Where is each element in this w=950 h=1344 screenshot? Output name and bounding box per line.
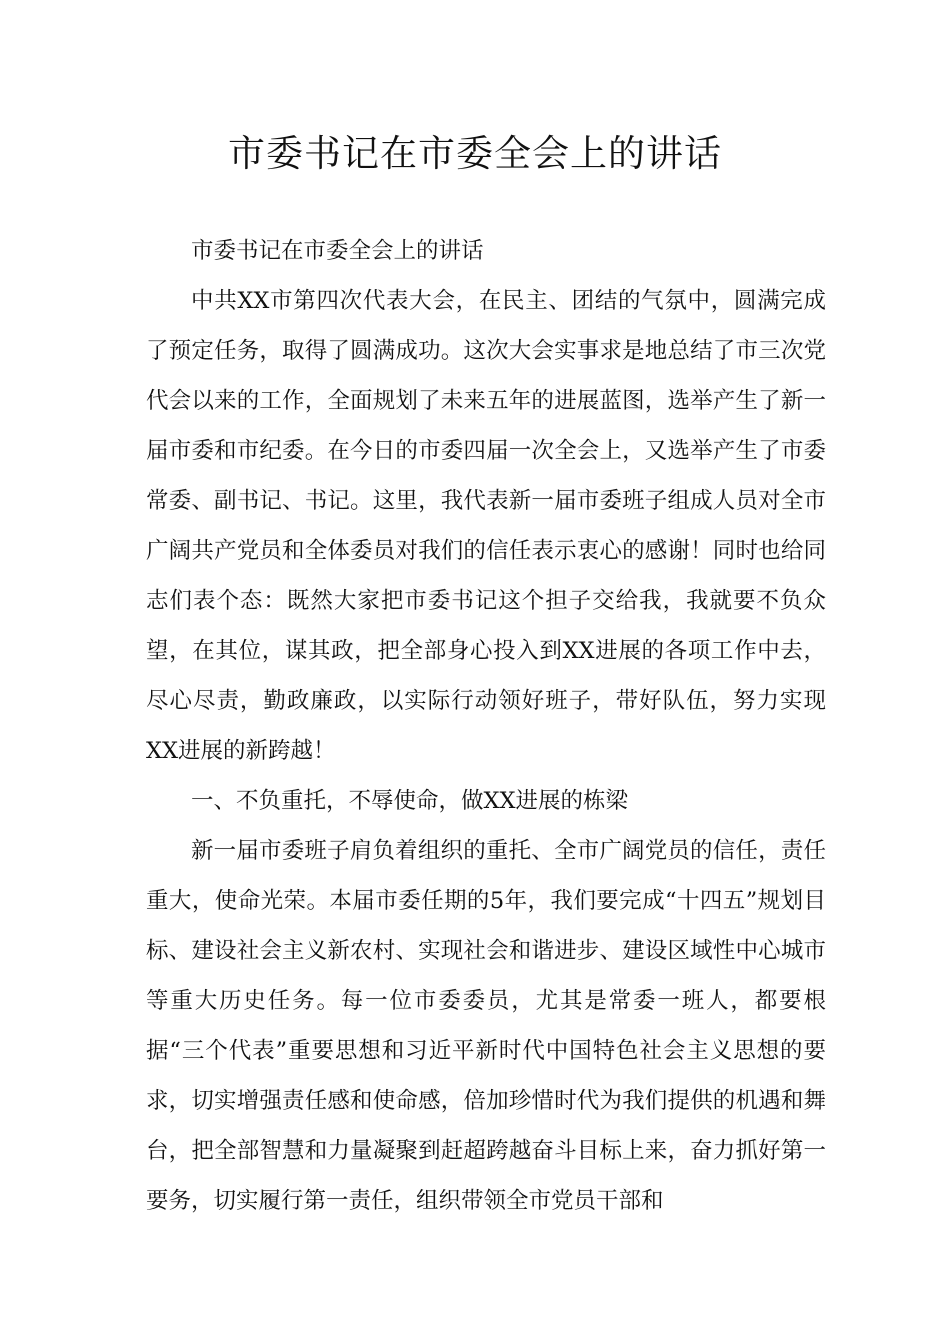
subtitle-paragraph: 市委书记在市委全会上的讲话 [191,238,484,264]
body-paragraph: 中共XX市第四次代表大会，在民主、团结的气氛中，圆满完成了预定任务，取得了圆满成功。这次大会实事求是地总结了市三次党代会以来的工作，全面规划了未来五年的进展蓝图，选举产生了新一届市委和市纪委。在今日的市委四届一次全会上，又选举产生了市委常委、副书记、书记。这里，我代表新一届市委班子组成人员对全市广阔共产党员和全体委员对我们的信任表示衷心的感谢！同时也给同志们表个态：既然大家把市委书记这个担子交给我，我就要不负众望，在其位，谋其政，把全部身心投入到XX进展的各项工作中去，尽心尽责，勤政廉政，以实际行动领好班子，带好队伍，努力实现XX进展的新跨越！ [146,288,826,764]
document-title: 市委书记在市委全会上的讲话 [228,132,722,175]
document-body [146,226,826,1226]
body-paragraph: 新一届市委班子肩负着组织的重托、全市广阔党员的信任，责任重大，使命光荣。本届市委任期的5年，我们要完成“十四五”规划目标、建设社会主义新农村、实现社会和谐进步、建设区域性中心城市等重大历史任务。每一位市委委员，尤其是常委一班人，都要根据“三个代表”重要思想和习近平新时代中国特色社会主义思想的要求，切实增强责任感和使命感，倍加珍惜时代为我们提供的机遇和舞台，把全部智慧和力量凝聚到赶超跨越奋斗目标上来，奋力抓好第一要务，切实履行第一责任，组织带领全市党员干部和 [146,838,826,1214]
section-heading: 一、不负重托，不辱使命，做XX进展的栋梁 [191,788,629,814]
